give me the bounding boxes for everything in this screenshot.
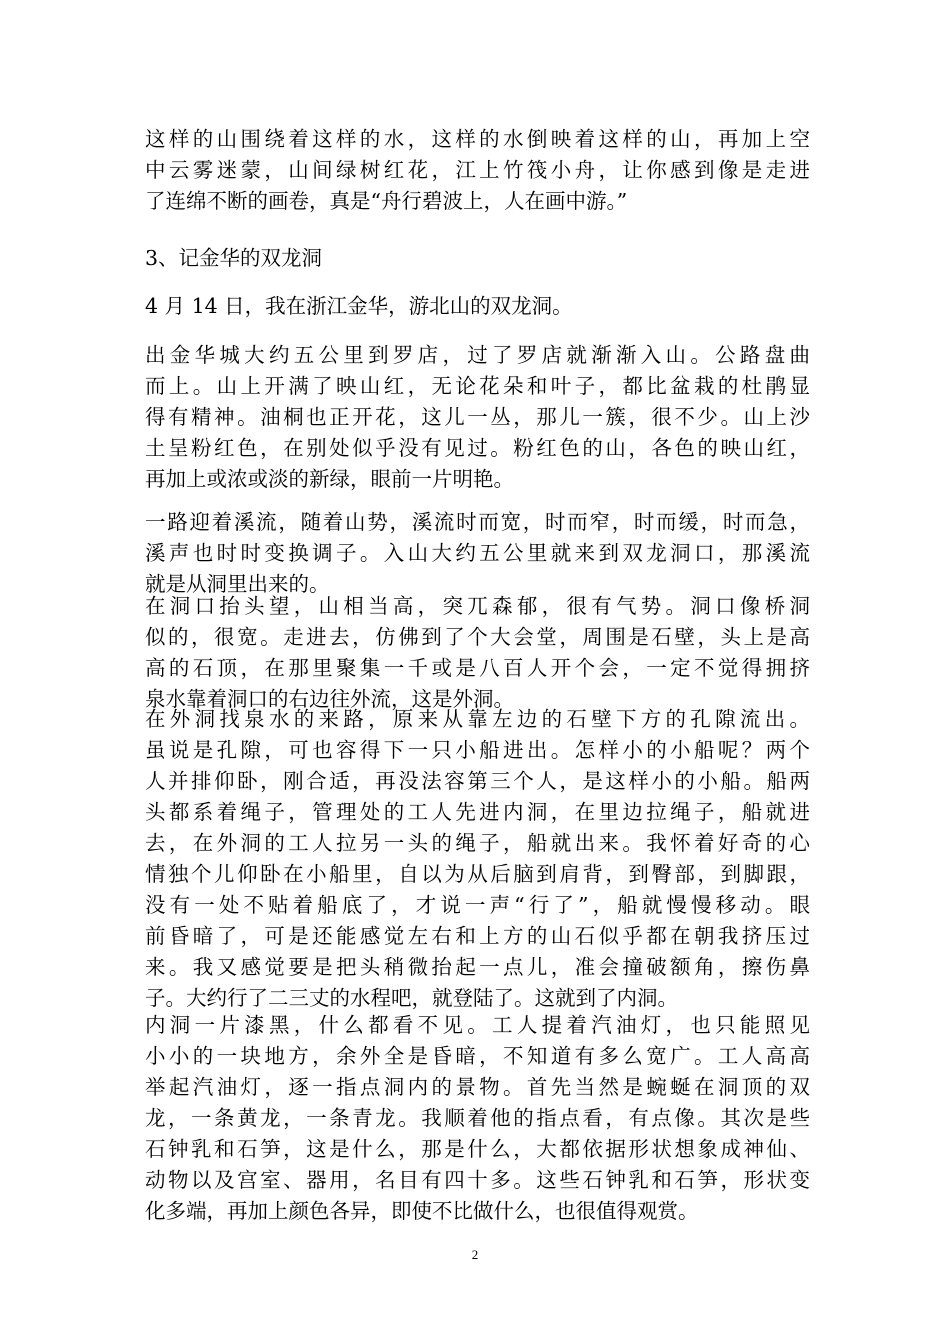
text-line: 举起汽油灯，逐一指点洞内的景物。首先当然是蜿蜒在洞顶的双	[145, 1075, 810, 1099]
page-number: 2	[471, 1247, 479, 1262]
text-line: 去，在外洞的工人拉另一头的绳子，船就出来。我怀着好奇的心	[145, 831, 810, 855]
text-line: 一路迎着溪流，随着山势，溪流时而宽，时而窄，时而缓，时而急，	[145, 510, 810, 534]
text-line: 没有一处不贴着船底了，才说一声“行了”，船就慢慢移动。眼	[145, 893, 810, 917]
text-line: 溪声也时时变换调子。入山大约五公里就来到双龙洞口，那溪流	[145, 541, 810, 565]
text-line: 在外洞找泉水的来路，原来从靠左边的石壁下方的孔隙流出。	[145, 707, 810, 731]
text-line: 得有精神。油桐也正开花，这儿一丛，那儿一簇，很不少。山上沙	[145, 405, 810, 429]
section-heading	[145, 243, 810, 274]
text-line: 中云雾迷蒙，山间绿树红花，江上竹筏小舟，让你感到像是走进	[145, 158, 810, 182]
text-line: 化多端，再加上颜色各异，即使不比做什么，也很值得观赏。	[145, 1199, 699, 1223]
text-line: 人并排仰卧，刚合适，再没法容第三个人，是这样小的小船。船两	[145, 769, 810, 793]
text-line: 内洞一片漆黑，什么都看不见。工人提着汽油灯，也只能照见	[145, 1013, 810, 1037]
paragraph-road	[145, 340, 810, 495]
paragraph-outer-cave	[145, 591, 810, 715]
text-line: 虽说是孔隙，可也容得下一只小船进出。怎样小的小船呢？两个	[145, 738, 810, 762]
text-line: 在洞口抬头望，山相当高，突兀森郁，很有气势。洞口像桥洞	[145, 594, 810, 618]
text-line: 动物以及宫室、器用，名目有四十多。这些石钟乳和石笋，形状变	[145, 1168, 810, 1192]
text-line: 土呈粉红色，在别处似乎没有见过。粉红色的山，各色的映山红，	[145, 436, 810, 460]
text-line: 出金华城大约五公里到罗店，过了罗店就渐渐入山。公路盘曲	[145, 343, 810, 367]
paragraph-date	[145, 291, 810, 322]
text-line: 情独个儿仰卧在小船里，自以为从后脑到肩背，到臀部，到脚跟，	[145, 862, 810, 886]
text-line: 这样的山围绕着这样的水，这样的水倒映着这样的山，再加上空	[145, 127, 810, 151]
text-line: 4 月 14 日，我在浙江金华，游北山的双龙洞。	[145, 294, 573, 318]
text-line: 龙，一条黄龙，一条青龙。我顺着他的指点看，有点像。其次是些	[145, 1106, 810, 1130]
text-line: 再加上或浓或淡的新绿，眼前一片明艳。	[145, 467, 514, 491]
text-line: 头都系着绳子，管理处的工人先进内洞，在里边拉绳子，船就进	[145, 800, 810, 824]
paragraph-inner-cave	[145, 1010, 810, 1227]
text-line: 就是从洞里出来的。	[145, 572, 330, 596]
paragraph-boat	[145, 704, 810, 1014]
text-line: 来。我又感觉要是把头稍微抬起一点儿，准会撞破额角，擦伤鼻	[145, 955, 810, 979]
paragraph-stream	[145, 507, 810, 600]
text-line: 高的石顶，在那里聚集一千或是八百人开个会，一定不觉得拥挤	[145, 656, 810, 680]
text-line: 小小的一块地方，余外全是昏暗，不知道有多么宽广。工人高高	[145, 1044, 810, 1068]
text-line: 似的，很宽。走进去，仿佛到了个大会堂，周围是石壁，头上是高	[145, 625, 810, 649]
text-line: 了连绵不断的画卷，真是“舟行碧波上，人在画中游。”	[145, 189, 628, 213]
text-line: 泉水靠着洞口的右边往外流，这是外洞。	[145, 687, 514, 711]
text-line: 而上。山上开满了映山红，无论花朵和叶子，都比盆栽的杜鹃显	[145, 374, 810, 398]
paragraph-scenery-closing	[145, 124, 810, 217]
text-line: 石钟乳和石笋，这是什么，那是什么，大都依据形状想象成神仙、	[145, 1137, 810, 1161]
text-line: 子。大约行了二三丈的水程吧，就登陆了。这就到了内洞。	[145, 986, 678, 1010]
text-line: 前昏暗了，可是还能感觉左右和上方的山石似乎都在朝我挤压过	[145, 924, 810, 948]
text-line: 3、记金华的双龙洞	[145, 246, 323, 270]
